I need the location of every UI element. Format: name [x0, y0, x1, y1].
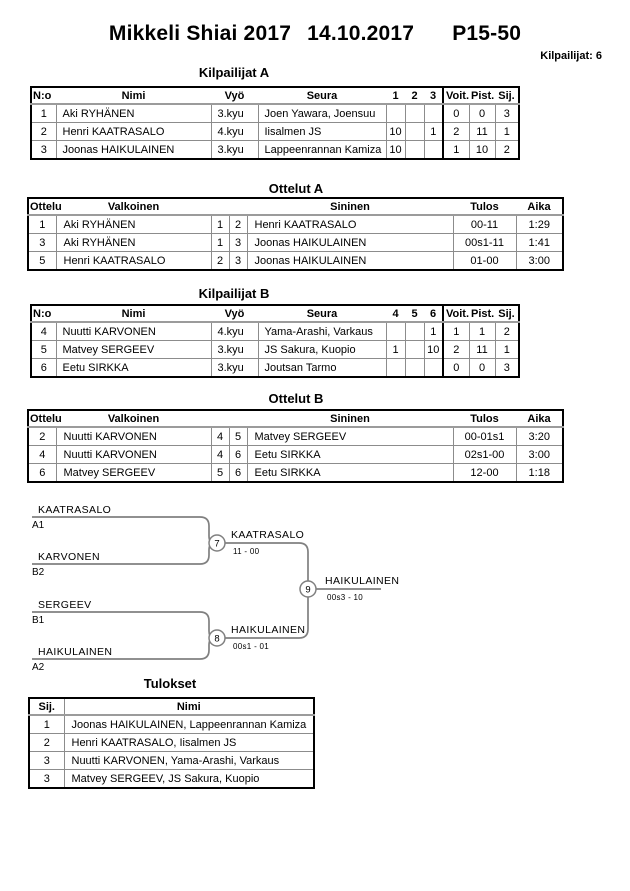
table-cell: 1 [443, 141, 469, 160]
table-cell [424, 359, 443, 378]
table-cell: 3:00 [516, 252, 563, 271]
column-header: Valkoinen [56, 198, 211, 215]
table-cell: 2 [443, 341, 469, 359]
table-row [28, 427, 563, 446]
table-cell: Iisalmen JS [258, 123, 386, 141]
table-cell: 4 [31, 322, 56, 341]
match-7-winner: KAATRASALO [231, 529, 305, 541]
column-header: Sij. [29, 698, 64, 715]
table-cell: 4.kyu [211, 322, 258, 341]
table-row [31, 322, 519, 341]
table-cell: 10 [469, 141, 495, 160]
column-header: Aika [516, 410, 563, 427]
table-row [31, 341, 519, 359]
table-cell: 3.kyu [211, 104, 258, 123]
table-cell: 12-00 [453, 464, 516, 483]
table-cell: 6 [229, 464, 247, 483]
table-cell: 1 [424, 123, 443, 141]
section-heading-ottelut-a: Ottelut A [268, 181, 324, 196]
table-row [29, 715, 314, 734]
table-cell: 1 [386, 341, 405, 359]
match-9-winner: HAIKULAINEN [325, 575, 400, 587]
section-heading-ottelut-b: Ottelut B [268, 391, 324, 406]
column-header: Sij. [495, 305, 519, 322]
table-cell: 2 [211, 252, 229, 271]
table-cell: 02s1-00 [453, 446, 516, 464]
page-title [0, 22, 630, 46]
table-cell: 6 [229, 446, 247, 464]
table-cell: Eetu SIRKKA [247, 464, 453, 483]
table-cell: 4 [211, 446, 229, 464]
table-cell: Matvey SERGEEV [56, 341, 211, 359]
table-cell: 2 [229, 215, 247, 234]
table-cell: 3:00 [516, 446, 563, 464]
table-cell: Henri KAATRASALO, Iisalmen JS [64, 734, 314, 752]
bracket-seed-a1: A1 [32, 520, 45, 531]
table-cell: 4.kyu [211, 123, 258, 141]
table-cell: 2 [28, 427, 56, 446]
column-header: Ottelu [28, 198, 56, 215]
table-cell [405, 322, 424, 341]
table-cell: 1:29 [516, 215, 563, 234]
table-cell [405, 141, 424, 160]
table-row [28, 464, 563, 483]
table-cell: 5 [28, 252, 56, 271]
table-cell: 1 [495, 123, 519, 141]
table-row [28, 252, 563, 271]
table-cell: 3 [29, 752, 64, 770]
table-row [31, 104, 519, 123]
column-header: Voit. [443, 87, 469, 104]
bracket-seed-b1: B1 [32, 615, 45, 626]
match-8-winner: HAIKULAINEN [231, 624, 306, 636]
bracket-line-b1 [32, 612, 215, 638]
table-cell: 10 [386, 141, 405, 160]
medal-bracket-diagram [0, 495, 450, 685]
table-cell: Joonas HAIKULAINEN [56, 141, 211, 160]
event-date: 14.10.2017 [307, 22, 415, 45]
table-cell: 1 [424, 322, 443, 341]
table-cell: 4 [28, 446, 56, 464]
column-header: Nimi [64, 698, 314, 715]
table-row [29, 734, 314, 752]
table-cell: Henri KAATRASALO [56, 252, 211, 271]
table-cell: 3.kyu [211, 141, 258, 160]
table-cell: Aki RYHÄNEN [56, 215, 211, 234]
table-cell: 1 [31, 104, 56, 123]
ottelut-b-table [27, 409, 564, 483]
table-row [28, 215, 563, 234]
column-header: Voit. [443, 305, 469, 322]
table-cell: 2 [31, 123, 56, 141]
table-cell: Henri KAATRASALO [56, 123, 211, 141]
table-header-row [28, 198, 563, 215]
table-cell: 10 [386, 123, 405, 141]
column-header: 1 [386, 87, 405, 104]
table-cell: 1:18 [516, 464, 563, 483]
column-header: Sij. [495, 87, 519, 104]
bracket-player-b1: SERGEEV [38, 599, 92, 611]
table-cell [405, 104, 424, 123]
column-header: Sininen [247, 410, 453, 427]
table-cell: Joutsan Tarmo [258, 359, 386, 378]
table-cell: Eetu SIRKKA [56, 359, 211, 378]
table-cell [405, 341, 424, 359]
column-header: Nimi [56, 305, 211, 322]
column-header: N:o [31, 87, 56, 104]
table-header-row [29, 698, 314, 715]
table-cell: Lappeenrannan Kamiza [258, 141, 386, 160]
table-cell: 3:20 [516, 427, 563, 446]
column-header: Vyö [211, 305, 258, 322]
table-cell: Joonas HAIKULAINEN [247, 234, 453, 252]
table-cell: 1 [211, 215, 229, 234]
table-cell: 00s1-11 [453, 234, 516, 252]
bracket-player-a2: HAIKULAINEN [38, 646, 113, 658]
table-cell: Aki RYHÄNEN [56, 234, 211, 252]
table-cell [386, 322, 405, 341]
column-header: Tulos [453, 410, 516, 427]
bracket-seed-b2: B2 [32, 567, 45, 578]
column-header: Seura [258, 305, 386, 322]
table-cell: 1 [29, 715, 64, 734]
table-cell [386, 104, 405, 123]
table-cell: Joonas HAIKULAINEN [247, 252, 453, 271]
table-cell [424, 141, 443, 160]
table-cell: Matvey SERGEEV [56, 464, 211, 483]
kilpailijat-a-table [30, 86, 520, 160]
column-header [229, 198, 247, 215]
table-cell [386, 359, 405, 378]
column-header: Sininen [247, 198, 453, 215]
bracket-player-a1: KAATRASALO [38, 504, 112, 516]
table-cell: 01-00 [453, 252, 516, 271]
table-cell: 4 [211, 427, 229, 446]
table-cell: Matvey SERGEEV, JS Sakura, Kuopio [64, 770, 314, 789]
table-cell: 11 [469, 123, 495, 141]
table-cell: 00-11 [453, 215, 516, 234]
column-header: 4 [386, 305, 405, 322]
competitor-count-label: Kilpailijat: 6 [540, 50, 602, 62]
match-7-score: 11 - 00 [233, 547, 260, 556]
table-cell: 3.kyu [211, 359, 258, 378]
table-cell: 0 [443, 104, 469, 123]
column-header: Nimi [56, 87, 211, 104]
table-cell: 0 [469, 104, 495, 123]
table-cell: 1 [469, 322, 495, 341]
table-cell: 5 [211, 464, 229, 483]
table-row [28, 446, 563, 464]
table-cell: Aki RYHÄNEN [56, 104, 211, 123]
table-cell: 3 [495, 104, 519, 123]
table-cell: 1 [28, 215, 56, 234]
ottelut-a-table [27, 197, 564, 271]
match-8-number: 8 [214, 633, 220, 645]
table-cell [405, 359, 424, 378]
column-header: Tulos [453, 198, 516, 215]
table-cell: 2 [443, 123, 469, 141]
column-header [211, 410, 229, 427]
table-cell: 00-01s1 [453, 427, 516, 446]
table-row [31, 141, 519, 160]
table-cell: Nuutti KARVONEN [56, 322, 211, 341]
table-cell: 1 [211, 234, 229, 252]
column-header: Pist. [469, 87, 495, 104]
table-cell: 2 [29, 734, 64, 752]
table-cell: 1 [495, 341, 519, 359]
match-7-number: 7 [214, 538, 220, 550]
section-heading-kilpailijat-b: Kilpailijat B [198, 286, 270, 301]
table-cell: 11 [469, 341, 495, 359]
table-row [29, 752, 314, 770]
table-cell: 3 [29, 770, 64, 789]
table-header-row [31, 87, 519, 104]
table-cell: 3 [495, 359, 519, 378]
bracket-seed-a2: A2 [32, 662, 45, 673]
bracket-player-b2: KARVONEN [38, 551, 100, 563]
column-header [211, 198, 229, 215]
column-header: Valkoinen [56, 410, 211, 427]
match-9-score: 00s3 - 10 [327, 593, 364, 602]
table-header-row [28, 410, 563, 427]
table-row [31, 359, 519, 378]
table-cell: 0 [469, 359, 495, 378]
table-cell: 3 [31, 141, 56, 160]
table-cell: 2 [495, 322, 519, 341]
table-cell: JS Sakura, Kuopio [258, 341, 386, 359]
column-header: Aika [516, 198, 563, 215]
table-cell: 6 [31, 359, 56, 378]
table-cell: 1:41 [516, 234, 563, 252]
table-cell: Yama-Arashi, Varkaus [258, 322, 386, 341]
table-cell: 0 [443, 359, 469, 378]
table-cell: Nuutti KARVONEN, Yama-Arashi, Varkaus [64, 752, 314, 770]
column-header: 2 [405, 87, 424, 104]
table-cell: Eetu SIRKKA [247, 446, 453, 464]
table-row [29, 770, 314, 789]
table-cell: 3 [229, 252, 247, 271]
column-header: 6 [424, 305, 443, 322]
kilpailijat-b-table [30, 304, 520, 378]
table-cell: 6 [28, 464, 56, 483]
column-header: Seura [258, 87, 386, 104]
match-8-score: 00s1 - 01 [233, 642, 270, 651]
table-row [28, 234, 563, 252]
table-cell: 2 [495, 141, 519, 160]
table-cell: 3 [229, 234, 247, 252]
table-cell: 10 [424, 341, 443, 359]
column-header: Ottelu [28, 410, 56, 427]
column-header: 3 [424, 87, 443, 104]
table-cell: 3.kyu [211, 341, 258, 359]
column-header: Vyö [211, 87, 258, 104]
table-cell: Joen Yawara, Joensuu [258, 104, 386, 123]
column-header: Pist. [469, 305, 495, 322]
table-cell: 3 [28, 234, 56, 252]
table-cell: Nuutti KARVONEN [56, 446, 211, 464]
table-cell: 5 [229, 427, 247, 446]
table-cell [424, 104, 443, 123]
section-heading-kilpailijat-a: Kilpailijat A [198, 65, 270, 80]
tulokset-table [28, 697, 315, 789]
table-cell: Henri KAATRASALO [247, 215, 453, 234]
column-header [229, 410, 247, 427]
table-cell [405, 123, 424, 141]
table-cell: 5 [31, 341, 56, 359]
section-heading-tulokset: Tulokset [143, 676, 197, 691]
table-cell: 1 [443, 322, 469, 341]
table-row [31, 123, 519, 141]
table-cell: Nuutti KARVONEN [56, 427, 211, 446]
table-cell: Matvey SERGEEV [247, 427, 453, 446]
table-cell: Joonas HAIKULAINEN, Lappeenrannan Kamiza [64, 715, 314, 734]
match-9-number: 9 [305, 584, 311, 596]
column-header: 5 [405, 305, 424, 322]
category-code: P15-50 [452, 22, 522, 45]
event-name: Mikkeli Shiai 2017 [108, 22, 292, 45]
bracket-line-a1 [32, 517, 215, 543]
table-header-row [31, 305, 519, 322]
column-header: N:o [31, 305, 56, 322]
